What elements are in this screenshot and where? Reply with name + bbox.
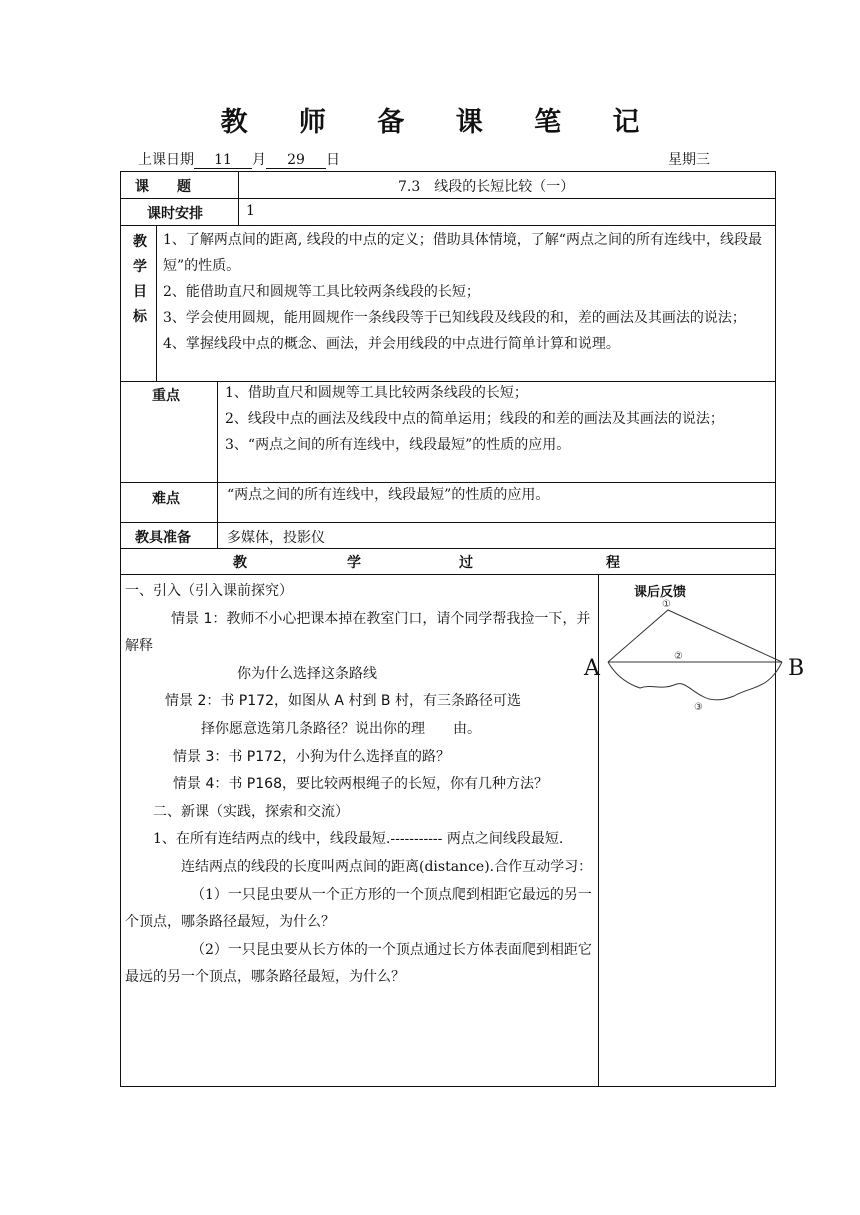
tools-value: 多媒体，投影仪 [227,530,325,546]
point-a-label: A [584,656,600,681]
new-lesson-heading: 二、新课（实践，探索和交流） [153,803,349,820]
key-point-item: 1、借助直尺和圆规等工具比较两条线段的长短； [225,385,528,401]
goal-item: 1、了解两点间的距离, 线段的中点的定义；借助具体情境，了解“两点之间的所有连线中，线段最短”的性质。 [163,232,762,274]
goals-label: 教 学 目 标 [133,234,147,325]
goal-item: 4、掌握线段中点的概念、画法，并会用线段的中点进行简单计算和说理。 [163,336,620,352]
date-month-unit: 月 [252,152,266,168]
route-diagram [580,592,810,714]
paragraph-shortest: 1、在所有连结两点的线中，线段最短.----------- 两点之间线段最短. [153,831,564,848]
scenario-2-b: 择你愿意选第几条路径？说出你的理 由。 [201,720,481,737]
paragraph-distance: 连结两点的线段的长度叫两点间的距离(distance).合作互动学习： [181,858,593,875]
tools-label: 教具准备 [135,530,191,546]
key-points [225,380,775,458]
key-point-item: 3、“两点之间的所有连线中，线段最短”的性质的应用。 [225,437,571,453]
difficulty-label: 难点 [152,491,180,507]
path-3-label: ③ [694,702,703,713]
date-line [138,149,710,169]
path-3-line [608,662,782,700]
hours-value: 1 [246,203,255,219]
path-2-label: ② [674,651,683,662]
scenario-2: 情景 2：书 P172，如图从 A 村到 B 村，有三条路径可选 [165,693,521,710]
intro-heading: 一、引入（引入课前探究） [125,583,293,599]
key-point-item: 2、线段中点的画法及线段中点的简单运用；线段的和差的画法及其画法的说法； [225,411,724,427]
page-title: 教 师 备 课 笔 记 [220,107,661,138]
question-2: （2）一只昆虫要从长方体的一个顶点通过长方体表面爬到相距它最远的另一个顶点，哪条路径最短，为什么？ [125,941,592,986]
date-day-unit: 日 [326,152,340,168]
scenario-1-b: 你为什么选择这条路线 [237,665,377,682]
scenario-4: 情景 4：书 P168，要比较两根绳子的长短，你有几种方法？ [173,776,548,793]
scenario-1: 情景 1：教师不小心把课本掉在教室门口，请个同学帮我捡一下，并解释 [125,610,591,655]
hours-label: 课时安排 [147,206,203,222]
date-weekday: 星期三 [668,152,710,168]
topic-value: 7.3 线段的长短比较（一） [398,179,575,195]
date-day: 29 [266,152,326,169]
point-b-label: B [788,656,805,681]
key-points-label: 重点 [152,388,180,404]
goal-item: 3、学会使用圆规，能用圆规作一条线段等于已知线段及线段的和，差的画法及其画法的说法； [163,310,746,326]
topic-label: 课 题 [135,179,191,195]
path-1-line [608,610,782,662]
date-prefix: 上课日期 [138,152,194,168]
scenario-3: 情景 3：书 P172，小狗为什么选择直的路？ [173,748,450,765]
difficulty-text: “两点之间的所有连线中，线段最短”的性质的应用。 [227,487,550,503]
goal-item: 2、能借助直尺和圆规等工具比较两条线段的长短； [163,284,480,300]
path-1-label: ① [662,599,671,610]
question-1: （1）一只昆虫要从一个正方形的一个顶点爬到相距它最远的另一个顶点，哪条路径最短，为什么？ [125,886,592,931]
feedback-label: 课后反馈 [634,585,687,600]
lesson-process [125,578,597,992]
lesson-plan-table: 课 题 7.3 线段的长短比较（一） 课时安排 1 教 学 目 标 1、了解两点间的距离, 线段的中点的定义；借助具体情境，了解“两点之间的所有连线中，线段最短”的性质。 2、能借助直尺和圆规等工具比较两条线段的长短； 3、学会使用圆规，能用圆规作一条线段等于已知线段及线段的和，差的画法及其画法的说法； 4、掌握线段中点的概念、画法，并会用线段的中点进行简单计算和说理。 重点 1、借助直尺和圆规等工具比较两条线段的长短； 2、线段中点的画法及线段中点的简单运用；线段的和差的画法及其画法的说法； 3、“两点之间的所有连线中，线段最短”的性质的应用。 难点 “两点之间的所有连线中，线段最短”的性质的应用。 教具准备 多媒体，投影仪 教 学 过 程 一、引入（引入课前探究） 情景 1：教师不小心把课本掉在教室门口，请个同学帮我捡一下，并解释 你为什么选择这条路线 情景 2：书 P172，如图从 A 村到 B 村，有三条路径可选 择你愿意选第几条路径？说出你的理 由。 情景 3：书 P172，小狗为什么选择直的路？ 情景 4：书 P168，要比较两根绳子的长短，你有几种方法？ 二、新课（实践，探索和交流） 1、在所有连结两点的线中，线段最短.----------- 两点之间线段最短. 连结两点的线段的长度叫两点间的距离(distance).合作互动学习： （1）一只昆虫要从一个正方形的一个顶点爬到相距它最远的另一个顶点，哪条路径最短，为什么？ （2）一只昆虫要从长方体的一个顶点通过长方体表面爬到相距它最远的另一个顶点，哪条路径最短，为什么？ 课后反馈 [120,171,776,1087]
teaching-goals [163,227,773,357]
date-month: 11 [194,152,252,169]
